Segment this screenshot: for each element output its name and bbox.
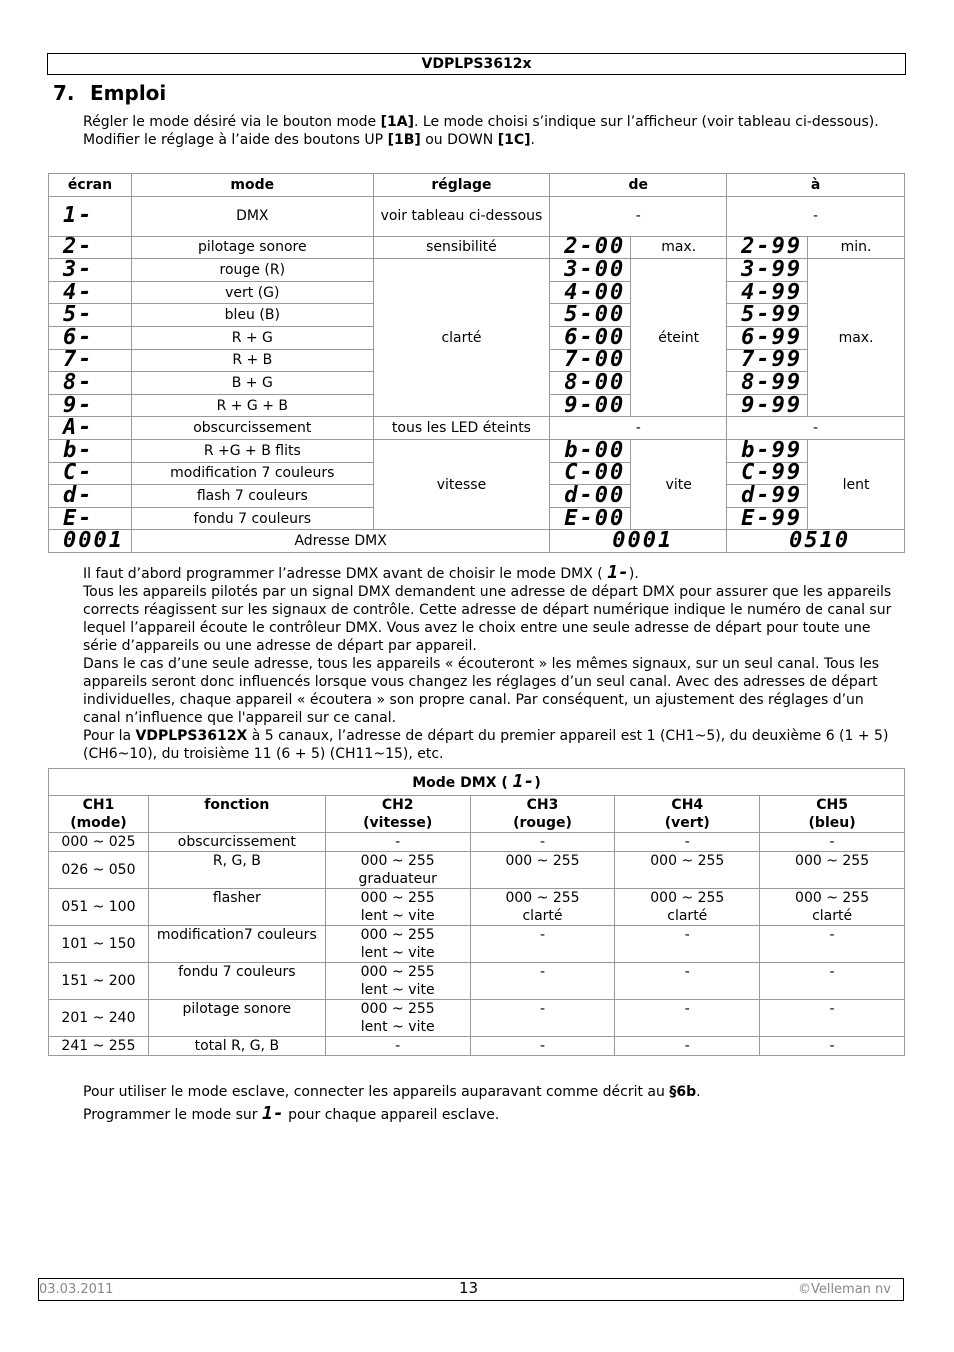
function-cell: pilotage sonore: [148, 1000, 325, 1037]
lcd-display: 1-: [49, 196, 132, 236]
mode-cell: R + B: [131, 349, 373, 372]
mode-cell: modification 7 couleurs: [131, 462, 373, 485]
lcd-inline: 1-: [262, 1103, 284, 1124]
lcd-display: 5-99: [727, 304, 808, 327]
table-row: [49, 889, 905, 926]
lcd-display: 3-99: [727, 259, 808, 282]
mode-cell: obscurcissement: [131, 417, 373, 440]
lcd-display: 4-: [49, 281, 132, 304]
to-label: lent: [808, 439, 905, 529]
body-text: ).: [628, 566, 639, 582]
value-cell: -: [470, 963, 615, 1000]
body-text: .: [696, 1084, 701, 1100]
value-cell: 000 ~ 255: [615, 852, 760, 889]
mode-cell: DMX: [131, 196, 373, 236]
range-cell: 201 ~ 240: [49, 1000, 149, 1037]
modes-table: [48, 173, 905, 553]
lcd-display: C-99: [727, 462, 808, 485]
button-ref: [1C]: [497, 132, 531, 148]
table-row: [49, 439, 905, 462]
col-header: écran: [49, 174, 132, 197]
lcd-display: 2-: [49, 236, 132, 259]
value-cell: -: [615, 1000, 760, 1037]
value-cell: 000 ~ 255 clarté: [615, 889, 760, 926]
lcd-display: 7-00: [550, 349, 631, 372]
table-row: [49, 1037, 905, 1056]
value-cell: 000 ~ 255: [470, 852, 615, 889]
dmx-paragraphs: [83, 564, 893, 763]
value-cell: 000 ~ 255 graduateur: [325, 852, 470, 889]
mode-cell: fondu 7 couleurs: [131, 507, 373, 530]
lcd-display: E-99: [727, 507, 808, 530]
setting-cell: sensibilité: [373, 236, 550, 259]
lcd-display: C-00: [550, 462, 631, 485]
value-cell: -: [760, 1037, 905, 1056]
value-cell: -: [470, 833, 615, 852]
lcd-inline: 1-: [512, 770, 535, 792]
header-title: VDPLPS3612x: [421, 56, 532, 72]
mode-cell: Adresse DMX: [131, 530, 549, 553]
lcd-inline: 1-: [607, 562, 629, 583]
col-header: de: [550, 174, 727, 197]
table-row: [49, 417, 905, 440]
table-header-row: [49, 796, 905, 833]
intro-paragraph: [83, 113, 893, 149]
section-title: Emploi: [90, 81, 167, 105]
value-cell: 000 ~ 255 clarté: [470, 889, 615, 926]
value-cell: -: [325, 1037, 470, 1056]
document-header: [47, 53, 906, 75]
value-cell: 000 ~ 255 clarté: [760, 889, 905, 926]
col-header: réglage: [373, 174, 550, 197]
col-header: CH5 (bleu): [760, 796, 905, 833]
intro-text: .: [530, 132, 535, 148]
body-text: Programmer le mode sur: [83, 1107, 263, 1123]
col-header: CH2 (vitesse): [325, 796, 470, 833]
mode-cell: B + G: [131, 372, 373, 395]
lcd-display: d-99: [727, 485, 808, 508]
col-header: CH1 (mode): [49, 796, 149, 833]
page-footer: [38, 1278, 904, 1301]
from-cell: -: [550, 196, 727, 236]
lcd-display: 2-00: [550, 236, 631, 259]
body-text: Dans le cas d’une seule adresse, tous les appareils « écouteront » les mêmes signaux, sur un seul canal. Tous les appareils seront donc influencés lorsque vous changez les réglages d’un seul canal. Avec des adresses de départ individuelles, chaque appareil « écoutera » son propre canal. Par conséquent, un ajustement des réglages d’un canal n’influence que l'appareil sur ce canal.: [83, 656, 880, 726]
value-cell: -: [760, 833, 905, 852]
lcd-display: 8-99: [727, 372, 808, 395]
lcd-display: E-00: [550, 507, 631, 530]
lcd-display: 0510: [727, 530, 905, 553]
section-number: 7.: [53, 81, 75, 105]
mode-cell: R +G + B flits: [131, 439, 373, 462]
setting-cell: voir tableau ci-dessous: [373, 196, 550, 236]
lcd-display: 4-99: [727, 281, 808, 304]
value-cell: 000 ~ 255 lent ~ vite: [325, 889, 470, 926]
lcd-display: 0001: [49, 530, 132, 553]
value-cell: -: [760, 1000, 905, 1037]
col-header: CH3 (rouge): [470, 796, 615, 833]
value-cell: 000 ~ 255 lent ~ vite: [325, 1000, 470, 1037]
value-cell: -: [615, 1037, 760, 1056]
button-ref: [1B]: [387, 132, 421, 148]
lcd-display: 5-: [49, 304, 132, 327]
intro-text: Régler le mode désiré via le bouton mode: [83, 114, 381, 130]
value-cell: -: [615, 926, 760, 963]
section-heading: [53, 81, 166, 105]
value-cell: 000 ~ 255 lent ~ vite: [325, 926, 470, 963]
lcd-display: 9-00: [550, 394, 631, 417]
function-cell: modification7 couleurs: [148, 926, 325, 963]
table-row: [49, 196, 905, 236]
intro-text: Modifier le réglage à l’aide des boutons UP: [83, 132, 388, 148]
section-ref: §6b: [669, 1084, 697, 1100]
lcd-display: 3-00: [550, 259, 631, 282]
value-cell: -: [470, 1000, 615, 1037]
intro-text: ou DOWN: [420, 132, 498, 148]
intro-text: . Le mode choisi s’indique sur l’afficheur (voir tableau ci-dessous).: [414, 114, 879, 130]
lcd-display: 8-00: [550, 372, 631, 395]
col-header: fonction: [148, 796, 325, 833]
mode-cell: flash 7 couleurs: [131, 485, 373, 508]
to-label: max.: [808, 259, 905, 417]
range-cell: 151 ~ 200: [49, 963, 149, 1000]
range-cell: 000 ~ 025: [49, 833, 149, 852]
lcd-display: d-: [49, 485, 132, 508]
value-cell: 000 ~ 255 lent ~ vite: [325, 963, 470, 1000]
table-row: [49, 236, 905, 259]
function-cell: obscurcissement: [148, 833, 325, 852]
lcd-display: b-: [49, 439, 132, 462]
range-cell: 101 ~ 150: [49, 926, 149, 963]
button-ref: [1A]: [380, 114, 414, 130]
function-cell: R, G, B: [148, 852, 325, 889]
body-text: pour chaque appareil esclave.: [288, 1107, 500, 1123]
table-header-row: [49, 174, 905, 197]
col-header: CH4 (vert): [615, 796, 760, 833]
lcd-display: b-00: [550, 439, 631, 462]
table-row: [49, 259, 905, 282]
value-cell: -: [615, 963, 760, 1000]
value-cell: 000 ~ 255: [760, 852, 905, 889]
col-header: mode: [131, 174, 373, 197]
mode-cell: pilotage sonore: [131, 236, 373, 259]
to-label: min.: [808, 236, 905, 259]
body-text: Pour utiliser le mode esclave, connecter les appareils auparavant comme décrit au: [83, 1084, 670, 1100]
table-row: [49, 530, 905, 553]
table-row: [49, 852, 905, 889]
page-number: 13: [459, 1279, 479, 1297]
mode-cell: bleu (B): [131, 304, 373, 327]
lcd-display: 6-: [49, 326, 132, 349]
lcd-display: 7-99: [727, 349, 808, 372]
model-name: VDPLPS3612X: [135, 728, 248, 744]
function-cell: fondu 7 couleurs: [148, 963, 325, 1000]
mode-cell: vert (G): [131, 281, 373, 304]
lcd-display: 7-: [49, 349, 132, 372]
body-text: Pour la: [83, 728, 136, 744]
lcd-display: 8-: [49, 372, 132, 395]
footer-date: 03.03.2011: [39, 1282, 114, 1297]
table-row: [49, 833, 905, 852]
table-title-text: ): [534, 774, 541, 791]
lcd-display: 5-00: [550, 304, 631, 327]
lcd-display: d-00: [550, 485, 631, 508]
dmx-mode-table: [48, 768, 905, 1056]
body-text: Il faut d’abord programmer l’adresse DMX avant de choisir le mode DMX (: [83, 566, 608, 582]
mode-cell: R + G: [131, 326, 373, 349]
value-cell: -: [615, 833, 760, 852]
setting-cell: vitesse: [373, 439, 550, 529]
value-cell: -: [470, 926, 615, 963]
value-cell: -: [760, 926, 905, 963]
lcd-display: E-: [49, 507, 132, 530]
lcd-display: 9-: [49, 394, 132, 417]
lcd-display: 4-00: [550, 281, 631, 304]
setting-cell: clarté: [373, 259, 550, 417]
table-title-text: Mode DMX (: [412, 774, 513, 791]
lcd-display: 0001: [550, 530, 727, 553]
lcd-display: A-: [49, 417, 132, 440]
lcd-display: 6-99: [727, 326, 808, 349]
body-text: Tous les appareils pilotés par un signal DMX demandent une adresse de départ DMX pour assurer que les appareils corrects réagissent sur les signaux de contrôle. Cette adresse de départ numérique indique le numéro de canal sur lequel l’appareil écoute le contrôleur DMX. Vous avez le choix entre une seule adresse de départ pour toute une série d’appareils ou une adresse de départ par appareil.: [83, 584, 892, 654]
setting-cell: tous les LED éteints: [373, 417, 550, 440]
from-label: vite: [631, 439, 727, 529]
value-cell: -: [760, 963, 905, 1000]
function-cell: total R, G, B: [148, 1037, 325, 1056]
table-title: [49, 769, 905, 796]
range-cell: 026 ~ 050: [49, 852, 149, 889]
table-row: [49, 926, 905, 963]
range-cell: 241 ~ 255: [49, 1037, 149, 1056]
lcd-display: C-: [49, 462, 132, 485]
table-row: [49, 963, 905, 1000]
footer-copyright: ©Velleman nv: [797, 1282, 891, 1297]
lcd-display: 9-99: [727, 394, 808, 417]
slave-paragraph: [83, 1081, 893, 1126]
function-cell: flasher: [148, 889, 325, 926]
from-label: éteint: [631, 259, 727, 417]
to-cell: -: [727, 196, 905, 236]
col-header: à: [727, 174, 905, 197]
lcd-display: b-99: [727, 439, 808, 462]
lcd-display: 3-: [49, 259, 132, 282]
value-cell: -: [325, 833, 470, 852]
from-label: max.: [631, 236, 727, 259]
table-row: [49, 1000, 905, 1037]
lcd-display: 2-99: [727, 236, 808, 259]
mode-cell: rouge (R): [131, 259, 373, 282]
lcd-display: 6-00: [550, 326, 631, 349]
from-cell: -: [550, 417, 727, 440]
table-title-row: [49, 769, 905, 796]
value-cell: -: [470, 1037, 615, 1056]
mode-cell: R + G + B: [131, 394, 373, 417]
body-text: à 5 canaux, l’adresse de départ du premier appareil est 1 (CH1~5), du deuxième 6 (1 + 5) (CH6~10), du troisième 11 (6 + 5) (CH11~15), etc.: [83, 728, 889, 762]
to-cell: -: [727, 417, 905, 440]
range-cell: 051 ~ 100: [49, 889, 149, 926]
